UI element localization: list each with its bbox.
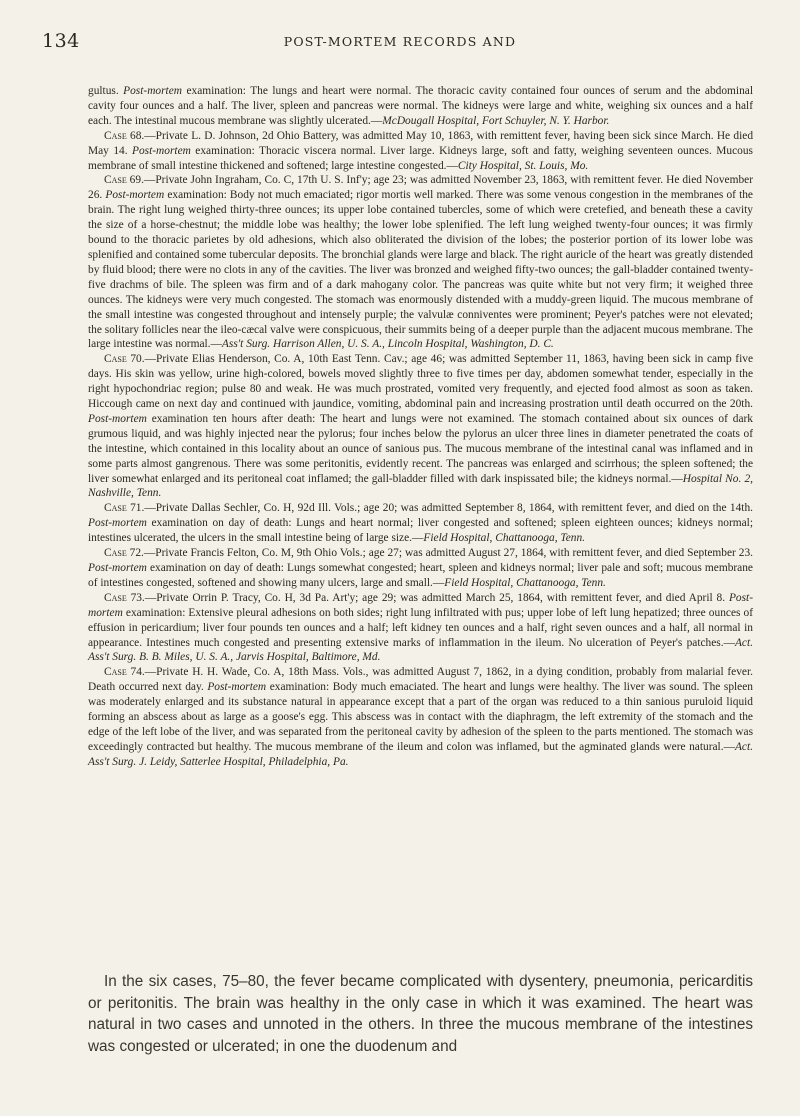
case-intro: —Private L. D. Johnson, 2d Ohio Battery, was admitted May 10, 1863, with remittent fever, having been sick since March. He died May 14.: [88, 129, 754, 157]
opening-text: examination: The lungs and heart were normal. The thoracic cavity contained four ounces of serum and the abdominal cavity four ounces and a half. The liver, spleen and pancreas were normal. The kidneys were large and white, weighing six ounces and a half each. The intestinal mucous membrane was slightly ulcerated.—: [88, 85, 753, 127]
case-source: Field Hospital, Chattanooga, Tenn.: [444, 576, 606, 589]
summary-paragraph: In the six cases, 75–80, the fever became complicated with dysentery, pneumonia, pericarditis or peritonitis. The brain was healthy in the only case in which it was examined. The heart was natural in two cases and unnoted in the others. In three the mucous membrane of the intestines was congested or ulcerated; in one the duodenum and: [88, 973, 753, 1055]
case-source: Ass't Surg. Harrison Allen, U. S. A., Lincoln Hospital, Washington, D. C.: [221, 338, 554, 351]
post-mortem-label: Post-mortem: [88, 517, 147, 530]
case-source: Hospital No. 2, Nashville, Tenn.: [88, 472, 753, 500]
case-label: Case 68.: [104, 129, 145, 142]
case-intro: —Private Orrin P. Tracy, Co. H, 3d Pa. Art'y; age 29; was admitted March 25, 1864, with remittent fever, and died April 8.: [144, 591, 729, 604]
case-paragraph: [88, 665, 753, 769]
post-mortem-label: Post-mortem: [123, 85, 183, 97]
case-text: examination ten hours after death: The heart and lungs were not examined. The stomach contained about six ounces of dark grumous liquid, and was highly injected near the pylorus; four inches below the pylorus an ulcer three lines in diameter penetrated the coats of the intestine, which contained in this locality about an ounce of sanious pus. The mucous membrane of the intestinal canal was inflamed and in some parts almost gangrenous. There was some peritonitis, evidently recent. The pancreas was enlarged and scirrhous; the spleen softened; the liver somewhat enlarged and its peritoneal coat inflamed; the gall-bladder filled with dark inspissated bile; the kidneys normal.—: [88, 412, 753, 485]
case-intro: —Private H. H. Wade, Co. A, 18th Mass. Vols., was admitted August 7, 1862, in a dying condition, probably from malarial fever. Death occurred next day.: [88, 666, 754, 694]
case-paragraph: [88, 173, 753, 352]
case-source: Act. Ass't Surg. B. B. Miles, U. S. A., Jarvis Hospital, Baltimore, Md.: [88, 636, 753, 664]
case-paragraph: [88, 501, 753, 546]
summary-section: [88, 971, 753, 1057]
case-intro: —Private Dallas Sechler, Co. H, 92d Ill. Vols.; age 20; was admitted September 8, 1864, with remittent fever, and died on the 14th.: [144, 502, 753, 515]
post-mortem-label: Post-mortem: [88, 412, 147, 425]
case-intro: —Private Francis Felton, Co. M, 9th Ohio Vols.; age 27; was admitted August 27, 1864, with remittent fever, and died September 23.: [143, 547, 753, 560]
case-records: [88, 84, 753, 770]
case-source: Act. Ass't Surg. J. Leidy, Satterlee Hospital, Philadelphia, Pa.: [88, 740, 753, 768]
case-text: examination on day of death: Lungs and heart normal; liver congested and softened; spleen eighteen ounces; kidneys normal; intestines ulcerated, the ulcers in the small intestine being of large size.—: [88, 517, 753, 545]
page-number: 134: [42, 30, 80, 52]
case-source: City Hospital, St. Louis, Mo.: [457, 159, 589, 172]
post-mortem-label: Post-mortem: [105, 189, 165, 202]
case-paragraph: [88, 591, 753, 666]
case-text: examination: Body much emaciated. The heart and lungs were healthy. The liver was sound. The spleen was moderately enlarged and its substance natural in appearance except that a part of the organ was reduced to a thin sanious puruloid liquid forming an abscess about as large as a goose's egg. This abscess was in contact with the diaphragm, the left extremity of the stomach and the edge of the left lobe of the liver, and was separated from the peritoneal cavity by adhesion of the spleen to the parts mentioned. The stomach was exceedingly contracted but healthy. The mucous membrane of the ileum and colon was inflamed, but the agminated glands were natural.—: [88, 681, 753, 753]
case-source: McDougall Hospital, Fort Schuyler, N. Y. Harbor.: [382, 114, 610, 127]
case-label: Case 71.: [104, 502, 145, 515]
case-paragraph: [88, 546, 753, 591]
case-intro: —Private Elias Henderson, Co. A, 10th East Tenn. Cav.; age 46; was admitted September 11, 1863, having been sick in camp five days. His skin was yellow, urine high-colored, bowels moved slightly three to five times per day, abdomen somewhat tender, especially in the right hypochondriac region; pulse 80 and weak. He was much prostrated, vomited very frequently, and ejected food almost as soon as taken. Hiccough came on next day and continued with jaundice, vomiting, abdominal pain and increasing prostration until death occurred on the 20th.: [88, 353, 754, 411]
case-text: examination: Body not much emaciated; rigor mortis well marked. There was some venous congestion in the membranes of the brain. The right lung weighed thirty-three ounces; its upper lobe contained tubercles, some of which were cretefied, and beneath these a cavity the size of a horse-chestnut; the middle lobe was healthy; the lower lobe splenified. The left lung weighed twenty-four ounces; it was firmly bound to the thoracic parietes by old adhesions, which also obliterated the division of the lobes; the posterior portion of its lower lobe was splenified and contained some tubercular deposits. The bronchial glands were large and black. The right auricle of the heart was greatly distended by fluid blood; there were no clots in any of the cavities. The liver was bronzed and weighed fifty-two ounces; the gall-bladder contained twenty-five drachms of bile. The spleen was firm and of a dark mahogany color. The pancreas was quite white but not very firm; it weighed three ounces. The kidneys were very much congested. The stomach was enormously distended with a muddy-green liquid. The mucous membrane of the small intestine was congested throughout and intensely purple; the valvulæ conniventes were prominent; Peyer's patches were not elevated; the solitary follicles near the ileo-cæcal valve were conspicuous, their summits being of a deeper purple than the adjacent mucous membrane. The large intestine was normal.—: [88, 189, 753, 351]
case-paragraph: [88, 352, 753, 501]
running-head: POST-MORTEM RECORDS AND: [283, 34, 517, 49]
case-text: examination: Extensive pleural adhesions on both sides; right lung infiltrated with pus; upper lobe of left lung hepatized; three ounces of effusion in pericardium; liver four pounds ten ounces and a half; left kidney ten ounces and a half, right seven ounces and a half, all normal in appearance. Intestines much congested and presenting extensive marks of inflammation in the ileum. No ulceration of Peyer's patches.—: [88, 606, 753, 649]
case-label: Case 70.: [104, 353, 145, 366]
post-mortem-label: Post-mortem: [207, 681, 267, 694]
post-mortem-label: Post-mortem: [88, 591, 753, 619]
opening-pre: gultus.: [88, 85, 124, 97]
case-label: Case 74.: [104, 666, 145, 679]
opening-paragraph: [88, 84, 753, 129]
case-text: examination on day of death: Lungs somewhat congested; heart, spleen and kidneys normal; liver pale and soft; mucous membrane of intestines congested, softened and showing many ulcers, large and small.—: [88, 562, 753, 589]
post-mortem-label: Post-mortem: [132, 144, 191, 157]
case-label: Case 72.: [104, 547, 144, 560]
case-paragraph: [88, 129, 753, 174]
case-text: examination: Thoracic viscera normal. Liver large. Kidneys large, soft and fatty, weighing seventeen ounces. Mucous membrane of small intestine thickened and softened; large intestine congested.—: [88, 144, 753, 172]
case-label: Case 69.: [104, 174, 144, 187]
case-intro: —Private John Ingraham, Co. C, 17th U. S. Inf'y; age 23; was admitted November 23, 1863, with remittent fever. He died November 26.: [88, 174, 753, 202]
post-mortem-label: Post-mortem: [88, 562, 147, 574]
case-source: Field Hospital, Chattanooga, Tenn.: [423, 532, 585, 545]
case-label: Case 73.: [104, 591, 145, 604]
